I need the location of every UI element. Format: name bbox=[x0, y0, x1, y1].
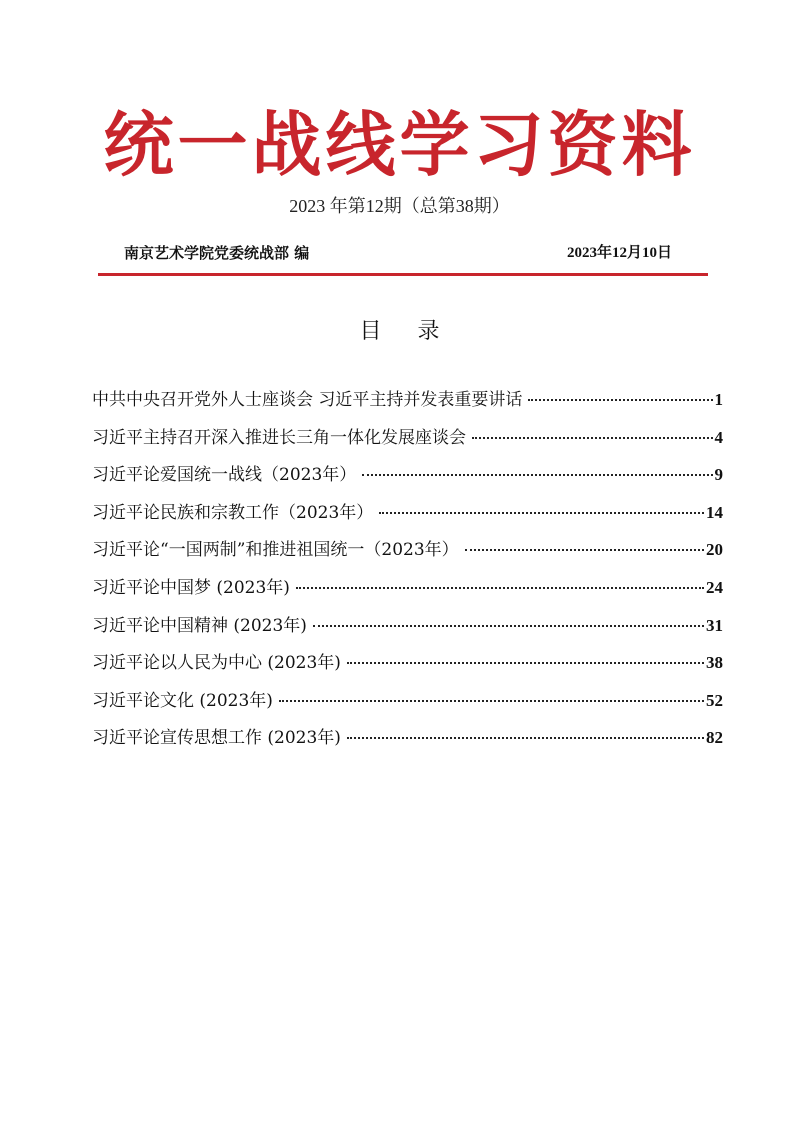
toc-item-page: 31 bbox=[706, 615, 723, 635]
toc-item[interactable] bbox=[92, 724, 723, 762]
toc-leader-dots bbox=[296, 587, 704, 589]
toc-item[interactable] bbox=[92, 386, 723, 424]
toc-leader-dots bbox=[362, 474, 712, 476]
toc-item-title: 习近平论宣传思想工作 (2023年) bbox=[92, 728, 341, 749]
toc-leader-dots bbox=[313, 625, 704, 627]
toc-item-title: 习近平论以人民为中心 (2023年) bbox=[92, 653, 341, 674]
publication-date: 2023年12月10日 bbox=[566, 245, 672, 261]
toc-item-page: 82 bbox=[706, 728, 723, 748]
toc-item[interactable] bbox=[92, 649, 723, 687]
masthead-title: 统一战线学习资料 bbox=[103, 103, 696, 186]
toc-heading: 目录 bbox=[359, 319, 476, 344]
toc-item[interactable] bbox=[92, 499, 723, 537]
toc-item-page: 38 bbox=[706, 653, 723, 673]
editor-credit: 南京艺术学院党委统战部 编 bbox=[124, 244, 310, 262]
toc-item[interactable] bbox=[92, 687, 723, 725]
toc-item[interactable] bbox=[92, 574, 723, 612]
toc-item[interactable] bbox=[92, 461, 723, 499]
toc-leader-dots bbox=[379, 512, 704, 514]
toc-item-page: 9 bbox=[714, 465, 723, 485]
toc-item[interactable] bbox=[92, 612, 723, 650]
toc-item[interactable] bbox=[92, 536, 723, 574]
issue-number: 2023 年第12期（总第38期） bbox=[289, 196, 510, 216]
toc-leader-dots bbox=[347, 737, 704, 739]
toc-item-page: 20 bbox=[706, 540, 723, 560]
table-of-contents bbox=[92, 386, 723, 762]
toc-item-page: 1 bbox=[714, 390, 723, 409]
toc-leader-dots bbox=[347, 662, 704, 664]
toc-item-title: 习近平论“一国两制”和推进祖国统一（2023年） bbox=[92, 540, 459, 561]
toc-item-page: 52 bbox=[706, 690, 723, 710]
toc-item-title: 习近平论爱国统一战线（2023年） bbox=[92, 465, 357, 486]
toc-item-title: 习近平论中国梦 (2023年) bbox=[92, 577, 290, 598]
toc-item-title: 习近平论民族和宗教工作（2023年） bbox=[92, 502, 374, 523]
toc-leader-dots bbox=[465, 549, 704, 551]
toc-item-page: 24 bbox=[706, 577, 723, 597]
toc-leader-dots bbox=[528, 399, 712, 401]
toc-leader-dots bbox=[472, 437, 713, 439]
toc-item[interactable] bbox=[92, 424, 723, 462]
toc-item-page: 4 bbox=[714, 427, 723, 447]
toc-item-title: 习近平论文化 (2023年) bbox=[92, 690, 273, 711]
toc-item-page: 14 bbox=[706, 502, 723, 522]
toc-item-title: 习近平论中国精神 (2023年) bbox=[92, 615, 307, 636]
toc-item-title: 习近平主持召开深入推进长三角一体化发展座谈会 bbox=[92, 427, 466, 448]
toc-leader-dots bbox=[279, 700, 704, 702]
header-divider bbox=[98, 273, 708, 276]
toc-item-title: 中共中央召开党外人士座谈会 习近平主持并发表重要讲话 bbox=[92, 390, 523, 410]
